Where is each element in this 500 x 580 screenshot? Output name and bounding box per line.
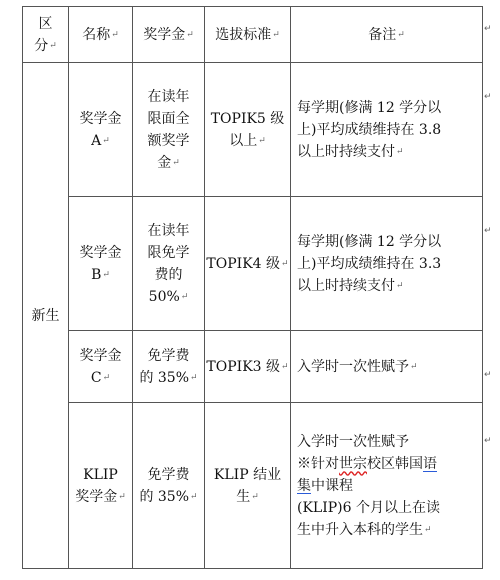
- cell-benefit: 免学费 的 35%↵: [133, 331, 205, 403]
- header-name: 名称↵: [69, 7, 133, 63]
- cell-benefit: 免学费 的 35%↵: [133, 403, 205, 569]
- cell-notes: 入学时一次性赋予↵: [291, 331, 483, 403]
- header-scholarship: 奖学金↵: [133, 7, 205, 63]
- grammar-underline: 集: [297, 477, 311, 494]
- header-criteria: 选拔标准↵: [205, 7, 291, 63]
- header-division: 区 分↵: [23, 7, 69, 63]
- row-end-mark: ↵: [484, 226, 492, 236]
- cell-notes: 每学期(修满 12 学分以 上)平均成绩维持在 3.8 以上时持续支付↵: [291, 63, 483, 197]
- row-end-mark: ↵: [484, 370, 492, 380]
- table-row-scholarship-b: [23, 197, 483, 331]
- cell-name: 奖学金 B↵: [69, 197, 133, 331]
- cell-criteria: TOPIK4 级↵: [205, 197, 291, 331]
- cell-notes: 入学时一次性赋予 ※针对世宗校区韩国语 集中课程 (KLIP)6 个月以上在读 生中升入本科的学生↵: [291, 403, 483, 569]
- spellcheck-underline: 世宗: [339, 455, 367, 472]
- cell-notes: 每学期(修满 12 学分以 上)平均成绩维持在 3.3 以上时持续支付↵: [291, 197, 483, 331]
- table-row-scholarship-a: [23, 63, 483, 197]
- cell-criteria: TOPIK3 级↵: [205, 331, 291, 403]
- table-row-scholarship-klip: [23, 403, 483, 569]
- cell-name: 奖学金 C↵: [69, 331, 133, 403]
- row-end-mark: ↵: [484, 92, 492, 102]
- grammar-underline: 语: [423, 455, 437, 472]
- scholarship-table: [22, 6, 483, 569]
- header-row: [23, 7, 483, 63]
- table-row-scholarship-c: [23, 331, 483, 403]
- header-notes: 备注↵: [291, 7, 483, 63]
- cell-criteria: TOPIK5 级 以上↵: [205, 63, 291, 197]
- row-end-mark: ↵: [484, 24, 492, 34]
- section-new-students: 新生: [23, 63, 69, 569]
- cell-name: KLIP 奖学金↵: [69, 403, 133, 569]
- cell-name: 奖学金 A↵: [69, 63, 133, 197]
- cell-benefit: 在读年 限免学 费的 50%↵: [133, 197, 205, 331]
- cell-benefit: 在读年 限面全 额奖学 金↵: [133, 63, 205, 197]
- cell-criteria: KLIP 结业 生↵: [205, 403, 291, 569]
- row-end-mark: ↵: [484, 436, 492, 446]
